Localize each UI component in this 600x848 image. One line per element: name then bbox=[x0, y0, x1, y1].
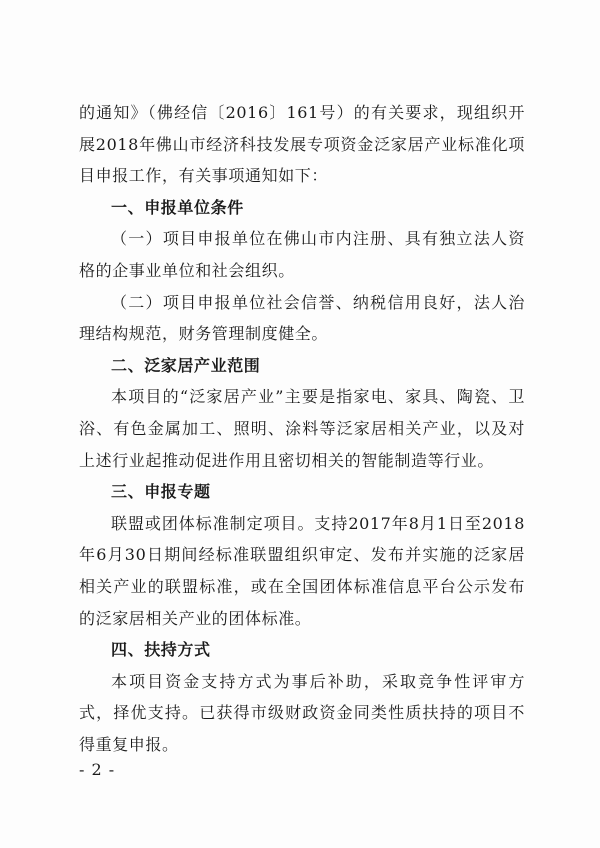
applicant-condition-1: （一）项目申报单位在佛山市内注册、具有独立法人资格的企事业单位和社会组织。 bbox=[79, 229, 525, 280]
section-heading-industry-scope: 二、泛家居产业范围 bbox=[111, 355, 261, 375]
document-body bbox=[79, 97, 525, 760]
industry-scope-paragraph: 本项目的“泛家居产业”主要是指家电、家具、陶瓷、卫浴、有色金属加工、照明、涂料等泛家居相关产业，以及对上述行业起推动促进作用且密切相关的智能制造等行业。 bbox=[79, 387, 525, 470]
applicant-condition-2: （二）项目申报单位社会信誉、纳税信用良好，法人治理结构规范，财务管理制度健全。 bbox=[79, 292, 525, 344]
topics-paragraph: 联盟或团体标准制定项目。支持2017年8月1日至2018年6月30日期间经标准联盟组织审定、发布并实施的泛家居相关产业的联盟标准，或在全国团体标准信息平台公示发布的泛家居相关产业的团体标准。 bbox=[79, 513, 525, 628]
section-heading-support-method: 四、扶持方式 bbox=[111, 640, 211, 660]
section-heading-topics: 三、申报专题 bbox=[111, 482, 211, 502]
support-method-paragraph: 本项目资金支持方式为事后补助，采取竞争性评审方式，择优支持。已获得市级财政资金同类性质扶持的项目不得重复申报。 bbox=[79, 671, 525, 754]
intro-paragraph: 的通知》（佛经信〔2016〕161号）的有关要求，现组织开展2018年佛山市经济科技发展专项资金泛家居产业标准化项目申报工作，有关事项通知如下： bbox=[79, 103, 525, 186]
section-heading-applicant-conditions: 一、申报单位条件 bbox=[111, 197, 244, 217]
page-number: - 2 - bbox=[79, 760, 116, 779]
